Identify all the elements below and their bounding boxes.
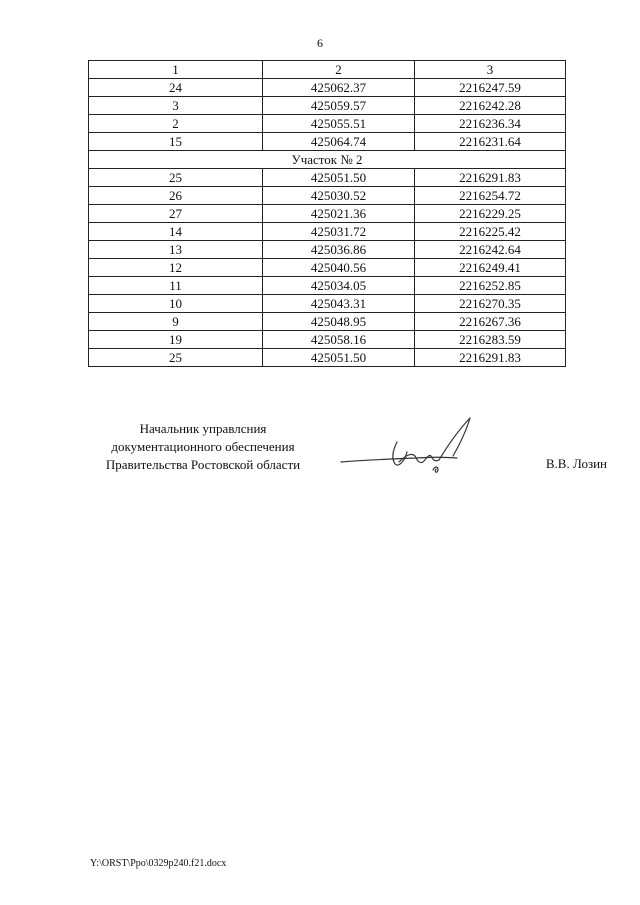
table-cell: 2216252.85 <box>415 277 566 295</box>
table-cell: 2216291.83 <box>415 349 566 367</box>
table-cell: 425048.95 <box>263 313 415 331</box>
table-cell: 11 <box>89 277 263 295</box>
table-row <box>89 259 566 277</box>
coordinates-table <box>88 60 566 367</box>
table-cell: 425051.50 <box>263 349 415 367</box>
table-cell: 425064.74 <box>263 133 415 151</box>
table-row <box>89 241 566 259</box>
table-cell: 2216254.72 <box>415 187 566 205</box>
section-title-row <box>89 151 566 169</box>
table-cell: 425021.36 <box>263 205 415 223</box>
table-row <box>89 313 566 331</box>
table-cell: 2216225.42 <box>415 223 566 241</box>
table-cell: 9 <box>89 313 263 331</box>
table-cell: 2216283.59 <box>415 331 566 349</box>
table-row <box>89 277 566 295</box>
table-cell: 425030.52 <box>263 187 415 205</box>
table-cell: 425036.86 <box>263 241 415 259</box>
table-cell: 2 <box>89 115 263 133</box>
table-cell: 14 <box>89 223 263 241</box>
handwritten-signature <box>335 412 485 480</box>
header-cell-col3: 3 <box>415 61 566 79</box>
table-cell: 2216242.28 <box>415 97 566 115</box>
signature-title-line-2: документационного обеспечения <box>111 439 295 454</box>
document-file-path: Y:\ORST\Ppo\0329p240.f21.docx <box>90 858 227 869</box>
table-cell: 425040.56 <box>263 259 415 277</box>
table-cell: 2216249.41 <box>415 259 566 277</box>
table-cell: 2216242.64 <box>415 241 566 259</box>
table-row <box>89 205 566 223</box>
table-cell: 10 <box>89 295 263 313</box>
table-cell: 25 <box>89 169 263 187</box>
signature-title-line-1: Начальник управлсния <box>139 421 267 436</box>
table-cell: 425059.57 <box>263 97 415 115</box>
table-cell: 2216270.35 <box>415 295 566 313</box>
table-cell: 425051.50 <box>263 169 415 187</box>
table-cell: 2216231.64 <box>415 133 566 151</box>
table-row <box>89 223 566 241</box>
table-cell: 2216267.36 <box>415 313 566 331</box>
table-row <box>89 331 566 349</box>
table-row <box>89 169 566 187</box>
table-cell: 25 <box>89 349 263 367</box>
table-cell: 2216247.59 <box>415 79 566 97</box>
table-row <box>89 295 566 313</box>
header-cell-col1: 1 <box>89 61 263 79</box>
table-cell: 12 <box>89 259 263 277</box>
table-cell: 425043.31 <box>263 295 415 313</box>
signature-title-line-3: Правительства Ростовской области <box>105 457 301 472</box>
table-cell: 15 <box>89 133 263 151</box>
header-cell-col2: 2 <box>263 61 415 79</box>
table-row <box>89 97 566 115</box>
table-cell: 3 <box>89 97 263 115</box>
table-cell: 425031.72 <box>263 223 415 241</box>
page-number: 6 <box>317 36 323 50</box>
section-title: Участок № 2 <box>89 151 566 169</box>
table-cell: 425055.51 <box>263 115 415 133</box>
table-cell: 26 <box>89 187 263 205</box>
signatory-name: В.В. Лозин <box>545 456 607 471</box>
table-cell: 2216229.25 <box>415 205 566 223</box>
table-cell: 2216236.34 <box>415 115 566 133</box>
table-header-row <box>89 61 566 79</box>
table-cell: 24 <box>89 79 263 97</box>
table-row <box>89 187 566 205</box>
table-cell: 2216291.83 <box>415 169 566 187</box>
table-cell: 27 <box>89 205 263 223</box>
table-cell: 19 <box>89 331 263 349</box>
table-cell: 425034.05 <box>263 277 415 295</box>
table-row <box>89 349 566 367</box>
table-row <box>89 79 566 97</box>
table-cell: 425062.37 <box>263 79 415 97</box>
table-cell: 13 <box>89 241 263 259</box>
table-row <box>89 115 566 133</box>
table-row <box>89 133 566 151</box>
table-cell: 425058.16 <box>263 331 415 349</box>
signature-title-block <box>88 420 318 474</box>
